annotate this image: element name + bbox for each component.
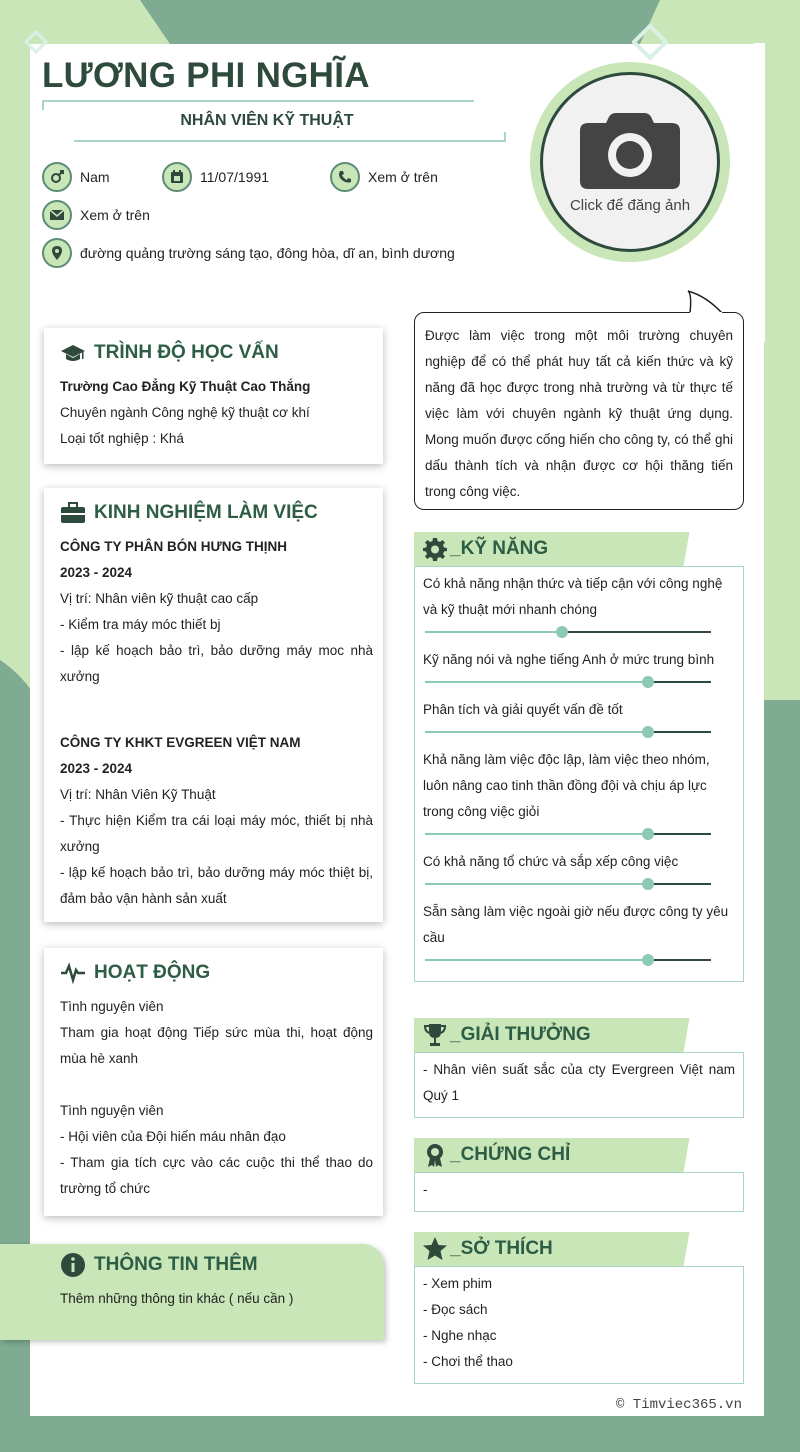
medal-icon (422, 1142, 448, 1168)
skill-level-bar (425, 877, 711, 891)
job-title: NHÂN VIÊN KỸ THUẬT (180, 112, 354, 129)
awards-heading: _GIẢI THƯỞNG (414, 1018, 744, 1052)
award-item: - Nhân viên suất sắc của cty Evergreen Việt nam Quý 1 (423, 1062, 735, 1103)
skill-level-handle (642, 676, 654, 688)
activity-1-role: Tình nguyện viên (60, 999, 164, 1014)
contact-address (42, 238, 455, 268)
skill-text: Khả năng làm việc độc lập, làm việc theo nhóm, luôn nâng cao tinh thần đồng đội và chịu áp lực trong công việc giỏi (423, 752, 710, 819)
job-1-period: 2023 - 2024 (60, 565, 133, 580)
extra-info-text: Thêm những thông tin khác ( nếu cần ) (60, 1291, 294, 1306)
contact-email (42, 200, 150, 230)
awards-list (414, 1052, 744, 1118)
skill-item (423, 899, 735, 967)
gear-icon (422, 536, 448, 562)
skill-text: Sẵn sàng làm việc ngoài giờ nếu được công ty yêu cầu (423, 904, 729, 945)
certificates-heading: _CHỨNG CHỈ (414, 1138, 744, 1172)
job-2-detail: - lập kế hoạch bảo trì, bảo dưỡng máy móc thiệt bị, đảm bảo vận hành sản xuất (60, 865, 373, 906)
pulse-icon (60, 962, 86, 984)
contact-birthdate (162, 162, 269, 192)
graduation-cap-icon (60, 342, 86, 364)
info-icon (60, 1252, 86, 1278)
activity-2-detail: - Hội viên của Đội hiến máu nhân đạo (60, 1129, 286, 1144)
job-2-company: CÔNG TY KHKT EVGREEN VIỆT NAM (60, 735, 301, 750)
skill-text: Phân tích và giải quyết vấn đề tốt (423, 702, 623, 717)
skill-level-bar (425, 953, 711, 967)
job-1-company: CÔNG TY PHÂN BÓN HƯNG THỊNH (60, 539, 287, 554)
hobby-item: - Chơi thể thao (423, 1354, 513, 1369)
hobbies-list (414, 1266, 744, 1384)
skill-level-handle (556, 626, 568, 638)
star-icon (422, 1236, 448, 1262)
candidate-name: LƯƠNG PHI NGHĨA (42, 56, 370, 95)
skill-text: Có khả năng nhận thức và tiếp cận với công nghệ và kỹ thuật mới nhanh chóng (423, 576, 723, 617)
skills-section (414, 532, 744, 982)
diamond-decoration-icon (24, 30, 48, 54)
trophy-icon (422, 1022, 448, 1048)
title-divider-top (42, 100, 474, 102)
skill-level-handle (642, 726, 654, 738)
briefcase-icon (60, 502, 86, 524)
phone-value[interactable]: Xem ở trên (368, 169, 438, 185)
activity-2-role: Tình nguyện viên (60, 1103, 164, 1118)
skill-item (423, 849, 735, 891)
certificates-section (414, 1138, 744, 1212)
diamond-decoration-icon (632, 24, 668, 60)
skill-level-handle (642, 828, 654, 840)
email-value[interactable]: Xem ở trên (80, 207, 150, 223)
contact-phone (330, 162, 438, 192)
education-school: Trường Cao Đẳng Kỹ Thuật Cao Thắng (60, 379, 311, 394)
phone-icon (330, 162, 360, 192)
job-2-period: 2023 - 2024 (60, 761, 133, 776)
education-major: Chuyên ngành Công nghệ kỹ thuật cơ khí (60, 405, 310, 420)
education-grade: Loại tốt nghiệp : Khá (60, 431, 184, 446)
birthdate-value: 11/07/1991 (200, 169, 270, 185)
frame-line-decoration (752, 42, 766, 642)
address-value: đường quảng trường sáng tạo, đông hòa, dĩ an, bình dương (80, 245, 455, 261)
job-2-detail: - Thực hiện Kiểm tra cái loại máy móc, thiết bị nhà xưởng (60, 813, 373, 854)
skill-level-handle (642, 954, 654, 966)
education-card (44, 328, 383, 464)
hobby-item: - Nghe nhạc (423, 1328, 497, 1343)
skill-level-bar (425, 827, 711, 841)
location-pin-icon (42, 238, 72, 268)
hobbies-heading: _SỞ THÍCH (414, 1232, 744, 1266)
skill-level-handle (642, 878, 654, 890)
education-heading: TRÌNH ĐỘ HỌC VẤN (60, 342, 373, 364)
gender-value: Nam (80, 169, 110, 185)
camera-icon (578, 111, 682, 191)
skill-item (423, 571, 735, 639)
title-divider-bottom (74, 140, 506, 142)
activities-heading: HOẠT ĐỘNG (60, 962, 373, 984)
hobbies-section (414, 1232, 744, 1384)
skill-level-bar (425, 725, 711, 739)
photo-upload-label: Click để đăng ảnh (569, 196, 691, 214)
certificates-list (414, 1172, 744, 1212)
career-objective: Được làm việc trong một môi trường chuyên nghiệp để có thể phát huy tất cả kiến thức và kỹ năng đã học được trong nhà trường và từ thực tế việc làm với chuyên ngành kỹ thuật ứng dụng. Mong muốn được cống hiến cho công ty, có thể ghi dấu thành tích và nhận được cơ hội thăng tiến trong công việc. (414, 312, 744, 510)
job-2-position: Vị trí: Nhân Viên Kỹ Thuật (60, 787, 216, 802)
job-1-position: Vị trí: Nhân viên kỹ thuật cao cấp (60, 591, 259, 606)
extra-info-section (0, 1244, 384, 1340)
skills-list (414, 566, 744, 982)
activities-card (44, 948, 383, 1216)
contact-gender (42, 162, 110, 192)
skill-level-bar (425, 625, 711, 639)
job-1-detail: - Kiểm tra máy móc thiết bj (60, 617, 221, 632)
watermark: © Timviec365.vn (615, 1397, 742, 1413)
experience-card (44, 488, 383, 922)
calendar-icon (162, 162, 192, 192)
hobby-item: - Xem phim (423, 1276, 493, 1291)
gender-icon (42, 162, 72, 192)
speech-bubble-tail (686, 290, 726, 314)
extra-info-heading: THÔNG TIN THÊM (60, 1252, 384, 1278)
hobby-item: - Đọc sách (423, 1302, 488, 1317)
skill-item (423, 697, 735, 739)
skill-level-bar (425, 675, 711, 689)
job-1-detail: - lập kế hoạch bảo trì, bảo dưỡng máy moc nhà xưởng (60, 643, 373, 684)
skill-text: Kỹ năng nói và nghe tiếng Anh ở mức trung bình (423, 652, 715, 667)
activity-1-detail: Tham gia hoạt động Tiếp sức mùa thi, hoạt động mùa hè xanh (60, 1025, 373, 1066)
experience-heading: KINH NGHIỆM LÀM VIỆC (60, 502, 373, 524)
skill-text: Có khả năng tổ chức và sắp xếp công việc (423, 854, 679, 869)
certificate-item: - (423, 1182, 428, 1197)
skills-heading: _KỸ NĂNG (414, 532, 744, 566)
email-icon (42, 200, 72, 230)
activity-2-detail: - Tham gia tích cực vào các cuộc thi thể thao do trường tổ chức (60, 1155, 373, 1196)
skill-item (423, 647, 735, 689)
awards-section (414, 1018, 744, 1118)
photo-upload[interactable] (540, 72, 720, 252)
skill-item (423, 747, 735, 841)
